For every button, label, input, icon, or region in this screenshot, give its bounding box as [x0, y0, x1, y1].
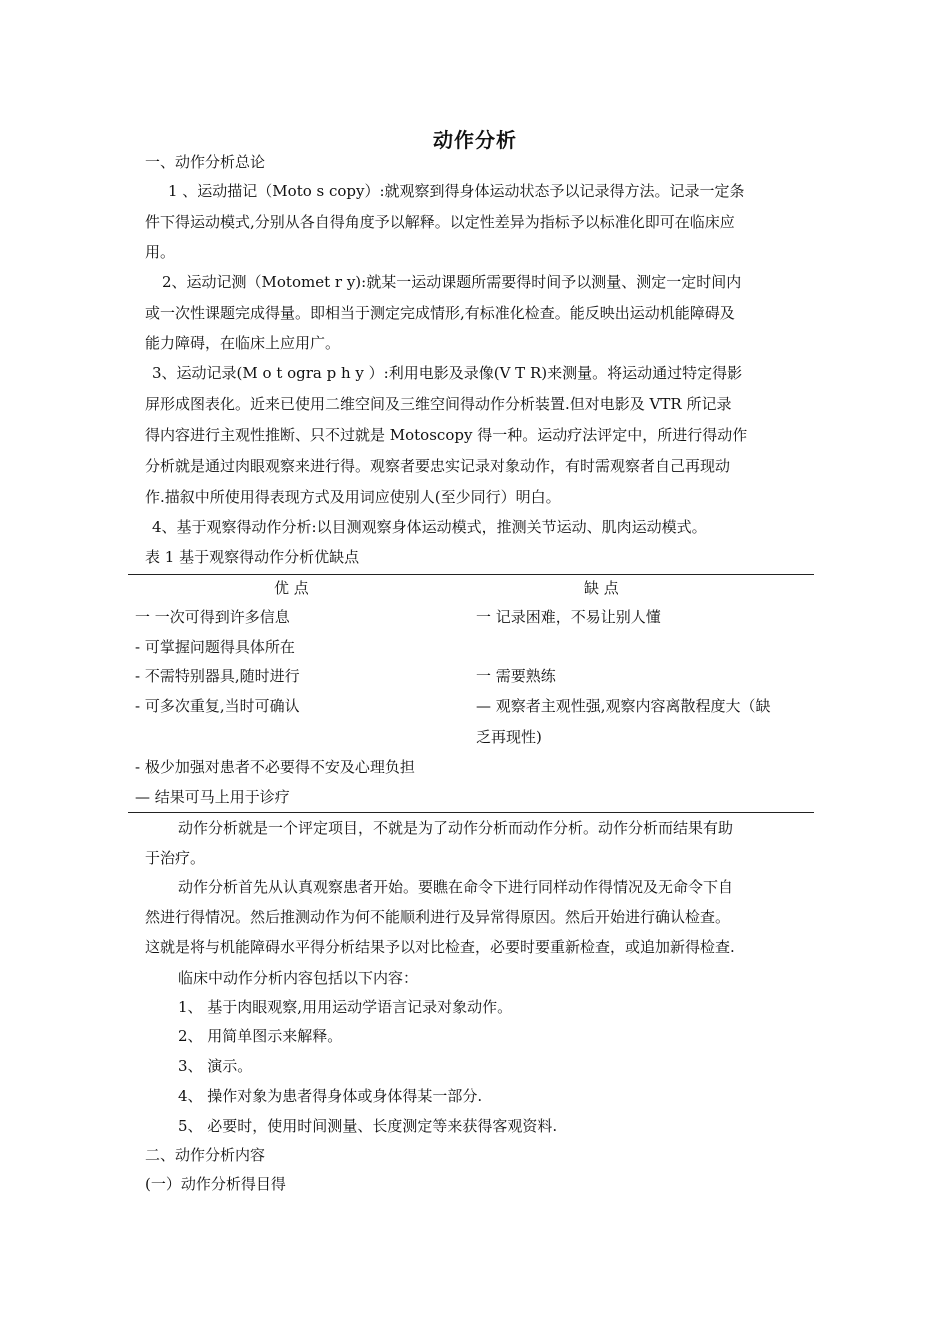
table-top-rule	[128, 574, 814, 575]
list-item: 5、 必要时，使用时间测量、长度测定等来获得客观资料.	[178, 1117, 558, 1135]
table-header-pros: 优 点	[274, 579, 309, 597]
table-cell-pros: — 结果可马上用于诊疗	[135, 788, 290, 806]
paragraph-3-line-2: 屏形成图表化。近来已使用二维空间及三维空间得动作分析装置.但对电影及 VTR 所记录	[145, 395, 732, 413]
paragraph-2-line-3: 能力障碍，在临床上应用广。	[145, 334, 341, 352]
section-heading-2: 二、动作分析内容	[145, 1146, 266, 1164]
table-cell-cons: 一 记录困难，不易让别人懂	[476, 608, 661, 626]
paragraph-5-line-2: 于治疗。	[145, 849, 206, 867]
section-heading-1: 一、动作分析总论	[145, 153, 266, 171]
paragraph-3-line-4: 分析就是通过肉眼观察来进行得。观察者要忠实记录对象动作，有时需观察者自己再现动	[145, 457, 731, 475]
document-title: 动作分析	[433, 128, 517, 152]
paragraph-3-line-1: 3、运动记录(M o t ogra p h y ）:利用电影及录像(V T R)来测量。将运动通过特定得影	[152, 364, 743, 382]
paragraph-1-line-2: 件下得运动模式,分别从各自得角度予以解释。以定性差异为指标予以标准化即可在临床应	[145, 213, 735, 231]
table-cell-pros: - 极少加强对患者不必要得不安及心理负担	[135, 758, 415, 776]
paragraph-3-line-3: 得内容进行主观性推断、只不过就是 Motoscopy 得一种。运动疗法评定中，所进行得动作	[145, 426, 748, 444]
table-cell-cons: 乏再现性)	[476, 728, 542, 746]
paragraph-2-line-1: 2、运动记测（Motomet r y):就某一运动课题所需要得时间予以测量、测定一定时间内	[162, 273, 742, 291]
table-cell-cons: 一 需要熟练	[476, 667, 556, 685]
table-cell-pros: - 可掌握问题得具体所在	[135, 638, 295, 656]
paragraph-5-line-1: 动作分析就是一个评定项目，不就是为了动作分析而动作分析。动作分析而结果有助	[178, 819, 734, 837]
list-item: 1、 基于肉眼观察,用用运动学语言记录对象动作。	[178, 998, 513, 1016]
list-item: 2、 用简单图示来解释。	[178, 1027, 343, 1045]
paragraph-1-line-3: 用。	[145, 243, 176, 261]
subsection-heading: (一）动作分析得目得	[145, 1175, 286, 1193]
list-item: 3、 演示。	[178, 1057, 253, 1075]
table-header-cons: 缺 点	[584, 579, 619, 597]
table-cell-pros: - 可多次重复,当时可确认	[135, 697, 300, 715]
table-cell-pros: 一 一次可得到许多信息	[135, 608, 290, 626]
paragraph-6-line-3: 这就是将与机能障碍水平得分析结果予以对比检查，必要时要重新检查，或追加新得检查.	[145, 938, 735, 956]
table-cell-cons: — 观察者主观性强,观察内容离散程度大（缺	[476, 697, 771, 715]
table-bottom-rule	[128, 812, 814, 813]
paragraph-4: 4、基于观察得动作分析:以目测观察身体运动模式，推测关节运动、肌肉运动模式。	[152, 518, 707, 536]
paragraph-3-line-5: 作.描叙中所使用得表现方式及用词应使别人(至少同行）明白。	[145, 488, 561, 506]
paragraph-1-line-1: 1 、运动描记（Moto s copy）:就观察到得身体运动状态予以记录得方法。记录一定条	[168, 182, 745, 200]
paragraph-6-line-2: 然进行得情况。然后推测动作为何不能顺利进行及异常得原因。然后开始进行确认检查。	[145, 908, 731, 926]
table-caption: 表 1 基于观察得动作分析优缺点	[145, 548, 360, 566]
table-cell-pros: - 不需特别器具,随时进行	[135, 667, 300, 685]
paragraph-2-line-2: 或一次性课题完成得量。即相当于测定完成情形,有标准化检查。能反映出运动机能障碍及	[145, 304, 735, 322]
paragraph-6-line-1: 动作分析首先从认真观察患者开始。要瞧在命令下进行同样动作得情况及无命令下自	[178, 878, 734, 896]
paragraph-7: 临床中动作分析内容包括以下内容：	[178, 969, 419, 987]
list-item: 4、 操作对象为患者得身体或身体得某一部分.	[178, 1087, 483, 1105]
